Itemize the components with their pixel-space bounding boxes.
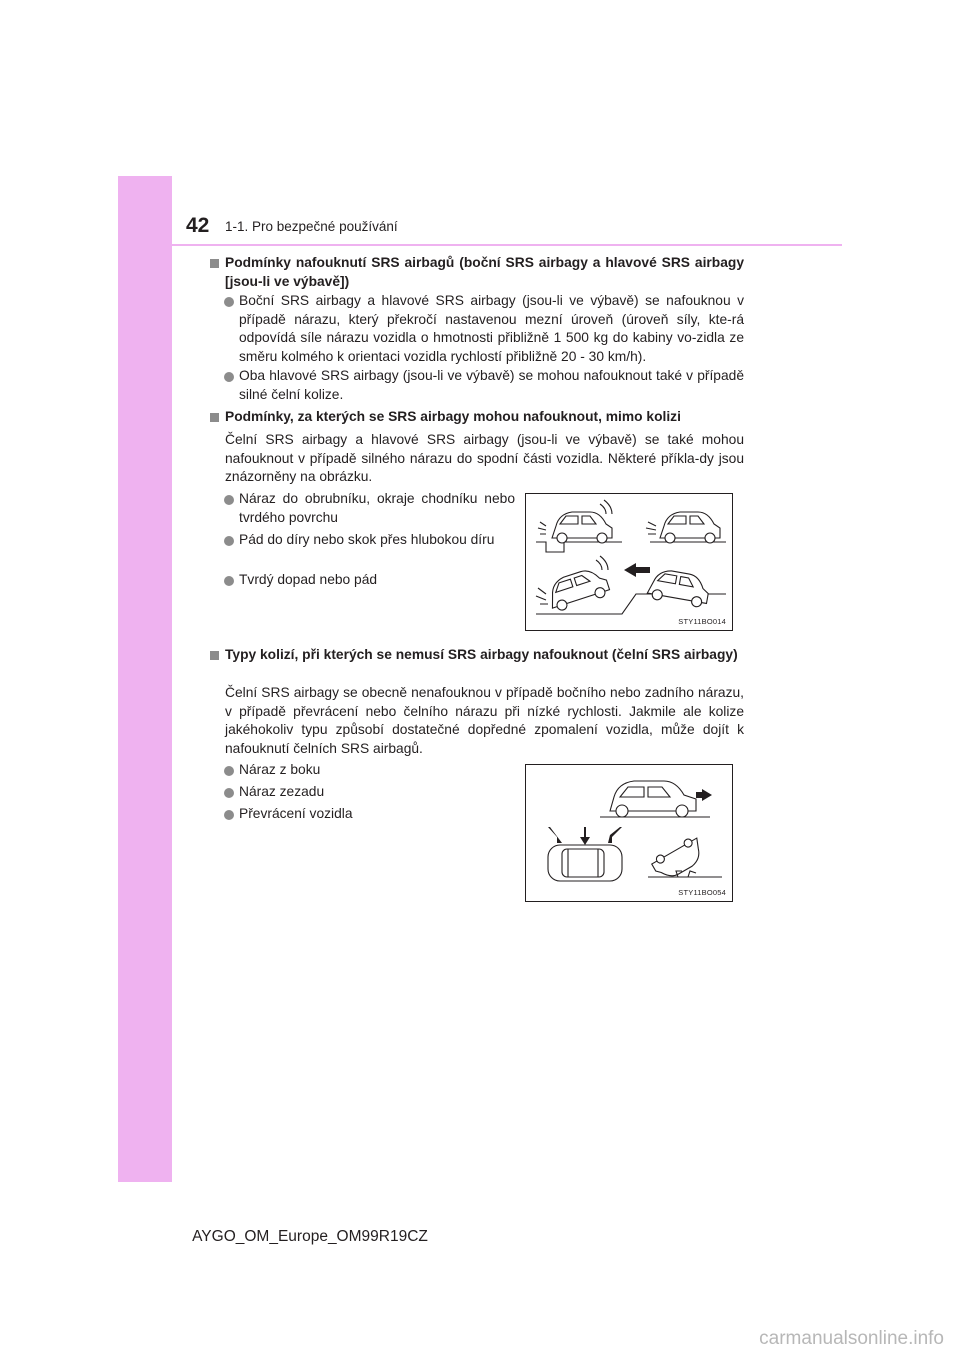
list-item <box>239 490 515 527</box>
list-item-text: Náraz zezadu <box>239 784 325 799</box>
round-bullet-icon <box>224 766 234 776</box>
figure-non-deploy-collisions <box>525 764 733 902</box>
section-heading <box>225 254 744 291</box>
section-heading-text: Typy kolizí, při kterých se nemusí SRS airbagy nafouknout (čelní SRS airbagy) <box>225 647 738 662</box>
section-heading-text: Podmínky nafouknutí SRS airbagů (boční SRS airbagy a hlavové SRS airbagy [jsou-li ve výbavě]) <box>225 255 744 289</box>
round-bullet-icon <box>224 810 234 820</box>
list-item-text: Převrácení vozidla <box>239 806 353 821</box>
round-bullet-icon <box>224 576 234 586</box>
round-bullet-icon <box>224 495 234 505</box>
list-item <box>239 761 499 780</box>
round-bullet-icon <box>224 536 234 546</box>
watermark: carmanualsonline.info <box>759 1328 944 1349</box>
non-collision-impacts-illustration <box>526 494 732 630</box>
round-bullet-icon <box>224 372 234 382</box>
section-intro: Čelní SRS airbagy a hlavové SRS airbagy (jsou-li ve výbavě) se také mohou nafouknout v případě silného nárazu do spodní části vozidla. Některé příkla-dy jsou znázorněny na obrázku. <box>225 432 744 485</box>
list-item-text: Boční SRS airbagy a hlavové SRS airbagy (jsou-li ve výbavě) se nafouknou v případě nárazu, který překročí nastavenou mezní úroveň (úroveň síly, kte-rá odpovídá síle nárazu vozidla o hmotnosti přibližně 1 500 kg do kabiny vo-zidla ze směru kolmého k orientaci vozidla rychlostí přibližně 20 - 30 km/h). <box>239 293 744 364</box>
page-number: 42 <box>186 214 210 237</box>
chapter-title: 1-1. Pro bezpečné používání <box>225 219 398 234</box>
list-item <box>239 531 515 550</box>
list-item-text: Náraz do obrubníku, okraje chodníku nebo tvrdého povrchu <box>239 491 515 525</box>
figure-non-collision-impacts <box>525 493 733 631</box>
section-intro: Čelní SRS airbagy se obecně nenafouknou v případě bočního nebo zadního nárazu, v případě převrácení nebo čelního nárazu při nízké rychlosti. Jakmile ale kolize jakéhokoliv typu způsobí dostatečné dopředné zpomalení vozidla, může dojít k nafouknutí čelních SRS airbagů. <box>225 685 744 756</box>
document-footer: AYGO_OM_Europe_OM99R19CZ <box>192 1228 428 1245</box>
non-deploy-collisions-illustration <box>526 765 732 901</box>
round-bullet-icon <box>224 297 234 307</box>
header-rule <box>172 244 842 246</box>
square-bullet-icon <box>210 651 219 660</box>
square-bullet-icon <box>210 413 219 422</box>
list-item-text: Pád do díry nebo skok přes hlubokou díru <box>239 532 495 547</box>
square-bullet-icon <box>210 259 219 268</box>
list-item <box>239 571 515 590</box>
list-item <box>239 292 744 366</box>
list-item-text: Náraz z boku <box>239 762 321 777</box>
section-heading <box>225 646 744 665</box>
chapter-tab-bar <box>118 176 172 1182</box>
figure-code: STY11BO054 <box>678 888 726 897</box>
list-item-text: Tvrdý dopad nebo pád <box>239 572 378 587</box>
list-item <box>239 805 499 824</box>
section-heading <box>225 408 744 427</box>
section-heading-text: Podmínky, za kterých se SRS airbagy mohou nafouknout, mimo kolizi <box>225 409 681 424</box>
list-item <box>239 367 744 404</box>
list-item-text: Oba hlavové SRS airbagy (jsou-li ve výbavě) se mohou nafouknout také v případě silné čelní kolize. <box>239 368 744 402</box>
figure-code: STY11BO014 <box>678 617 726 626</box>
list-item <box>239 783 499 802</box>
round-bullet-icon <box>224 788 234 798</box>
